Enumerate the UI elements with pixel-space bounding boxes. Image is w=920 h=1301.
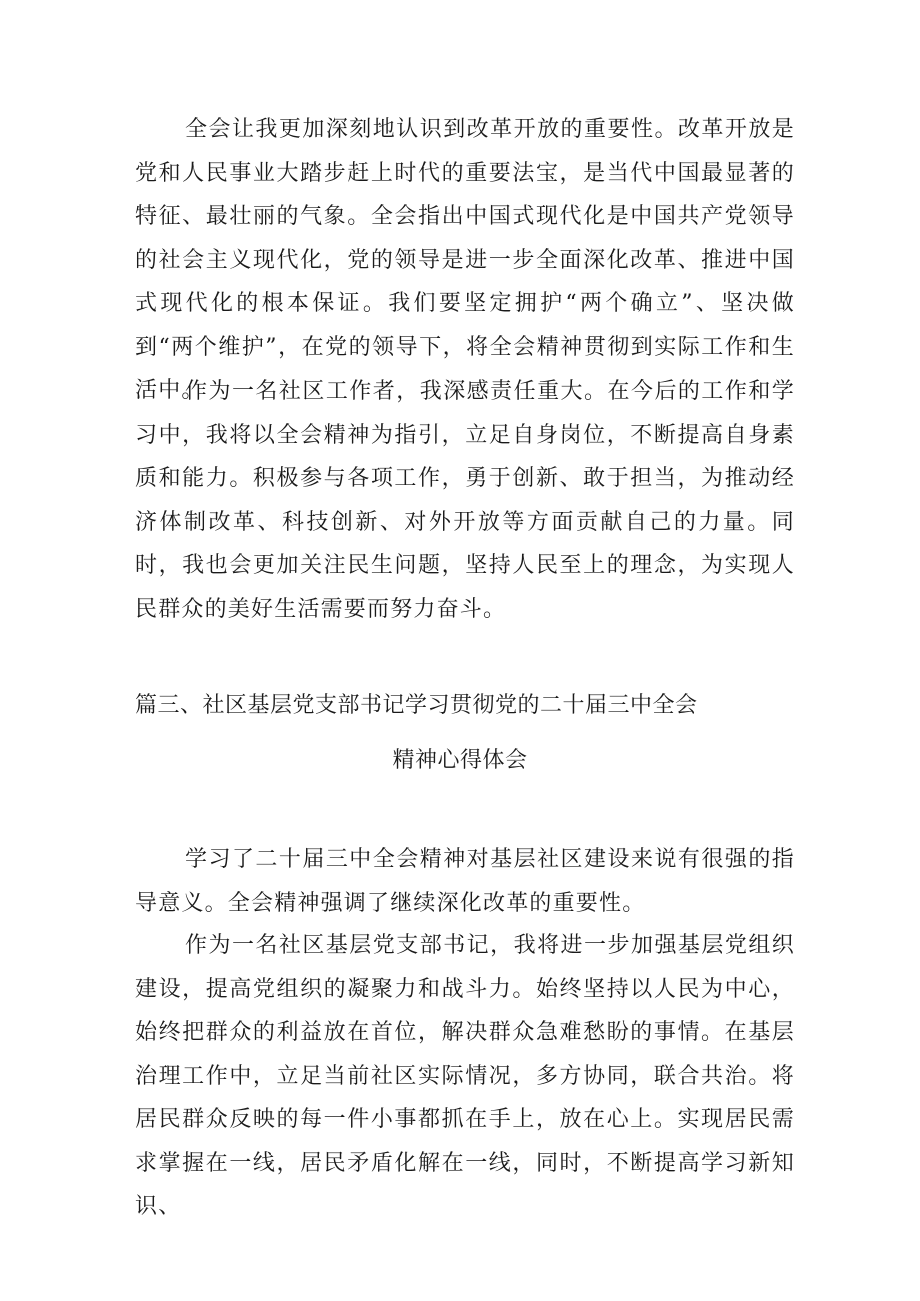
paragraph-party-secretary: 作为一名社区基层党支部书记，我将进一步加强基层党组织建设，提高党组织的凝聚力和战斗力。始终坚持以人民为中心，始终把群众的利益放在首位，解决群众急难愁盼的事情。在基层治理工作中，立足当前社区实际情况，多方协同，联合共治。将居民群众反映的每一件小事都抓在手上，放在心上。实现居民需求掌握在一线，居民矛盾化解在一线，同时，不断提高学习新知识、 — [135, 933, 795, 1219]
section-title-line-2: 精神心得体会 — [392, 748, 528, 773]
paragraph-community-worker: 作为一名社区工作者，我深感责任重大。在今后的工作和学习中，我将以全会精神为指引，立足自身岗位，不断提高自身素质和能力。积极参与各项工作，勇于创新、敢于担当，为推动经济体制改革、科技创新、对外开放等方面贡献自己的力量。同时，我也会更加关注民生问题，坚持人民至上的理念，为实现人民群众的美好生活需要而努力奋斗。 — [135, 379, 795, 622]
paragraph-study-guidance: 学习了二十届三中全会精神对基层社区建设来说有很强的指导意义。全会精神强调了继续深化改革的重要性。 — [135, 847, 795, 916]
section-title-line-1: 篇三、社区基层党支部书记学习贯彻党的二十届三中全会 — [135, 693, 698, 718]
paragraph-reform-importance: 全会让我更加深刻地认识到改革开放的重要性。改革开放是党和人民事业大踏步赶上时代的重要法宝，是当代中国最显著的特征、最壮丽的气象。全会指出中国式现代化是中国共产党领导的社会主义现代化，党的领导是进一步全面深化改革、推进中国式现代化的根本保证。我们要坚定拥护“两个确立”、坚决做到“两个维护”，在党的领导下，将全会精神贯彻到实际工作和生活中。 — [135, 117, 795, 403]
